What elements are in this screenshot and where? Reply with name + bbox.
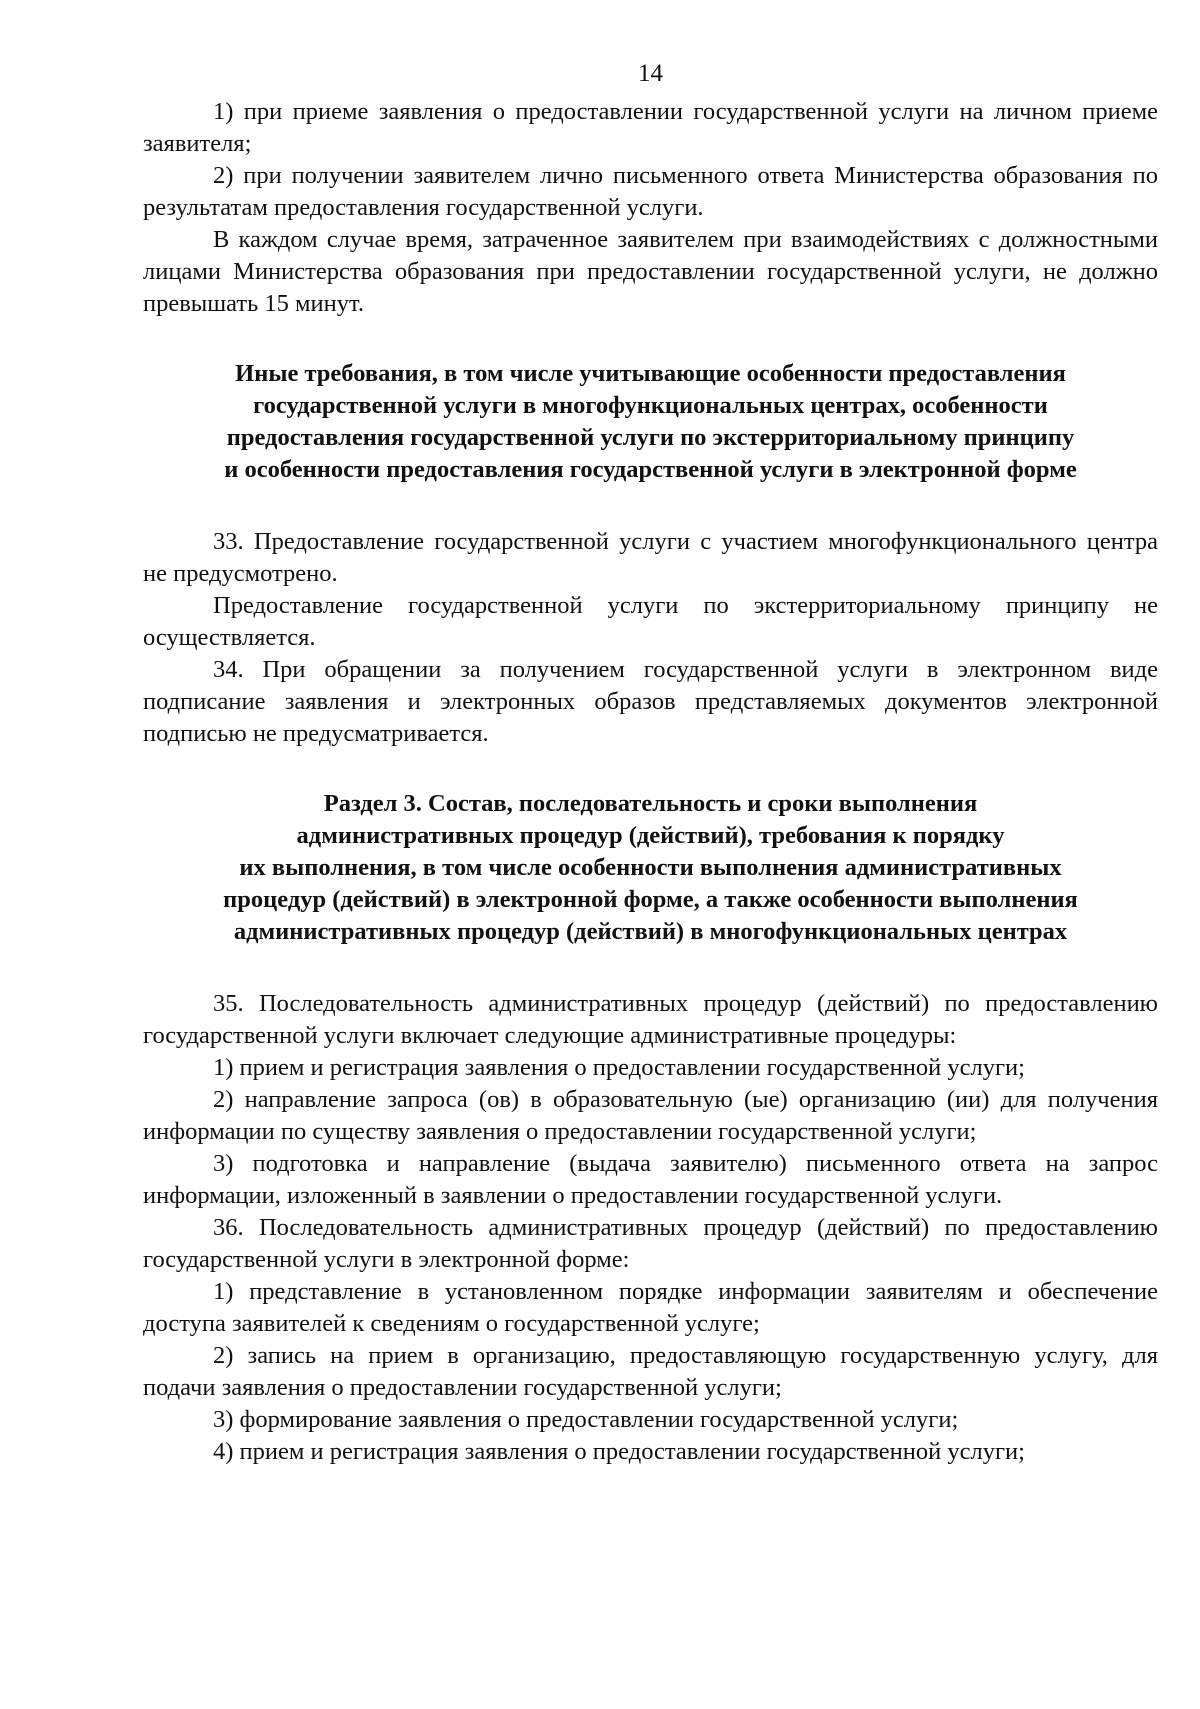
section-heading-part-3 <box>143 788 1158 948</box>
heading-line: их выполнения, в том числе особенности выполнения административных <box>239 854 1062 881</box>
heading-line: Раздел 3. Состав, последовательность и сроки выполнения <box>323 790 978 817</box>
document-page <box>143 58 1158 1468</box>
heading-line: административных процедур (действий) в многофункциональных центрах <box>233 918 1068 945</box>
paragraph-34: 34. При обращении за получением государственной услуги в электронном виде подписание заявления и электронных образов представляемых документов электронной подписью не предусматривается. <box>143 656 1158 747</box>
paragraph-35: 35. Последовательность административных процедур (действий) по предоставлению государственной услуги включает следующие административные процедуры: <box>143 990 1158 1049</box>
heading-line: процедур (действий) в электронной форме, а также особенности выполнения <box>223 886 1078 913</box>
paragraph-time-limit: В каждом случае время, затраченное заявителем при взаимодействиях с должностными лицами Министерства образования при предоставлении государственной услуги, не должно превышать 15 минут. <box>143 226 1158 317</box>
heading-line: Иные требования, в том числе учитывающие особенности предоставления <box>235 360 1066 387</box>
paragraph-36-item-1: 1) представление в установленном порядке информации заявителям и обеспечение доступа заявителей к сведениям о государственной услуге; <box>143 1278 1158 1337</box>
paragraph-item-1: 1) при приеме заявления о предоставлении государственной услуги на личном приеме заявителя; <box>143 98 1158 157</box>
paragraph-35-item-2: 2) направление запроса (ов) в образовательную (ые) организацию (ии) для получения информации по существу заявления о предоставлении государственной услуги; <box>143 1086 1158 1145</box>
heading-line: предоставления государственной услуги по экстерриториальному принципу <box>226 424 1075 451</box>
paragraph-36-item-4: 4) прием и регистрация заявления о предоставлении государственной услуги; <box>213 1438 1025 1465</box>
paragraph-35-item-3: 3) подготовка и направление (выдача заявителю) письменного ответа на запрос информации, изложенный в заявлении о предоставлении государственной услуги. <box>143 1150 1158 1209</box>
section-heading-other-requirements <box>143 358 1158 486</box>
heading-line: и особенности предоставления государственной услуги в электронной форме <box>224 456 1077 483</box>
paragraph-35-item-1: 1) прием и регистрация заявления о предоставлении государственной услуги; <box>213 1054 1025 1081</box>
paragraph-33: 33. Предоставление государственной услуги с участием многофункционального центра не предусмотрено. <box>143 528 1158 587</box>
heading-line: административных процедур (действий), требования к порядку <box>296 822 1005 849</box>
paragraph-extraterritorial: Предоставление государственной услуги по экстерриториальному принципу не осуществляется. <box>143 592 1158 651</box>
paragraph-36-item-2: 2) запись на прием в организацию, предоставляющую государственную услугу, для подачи заявления о предоставлении государственной услуги; <box>143 1342 1158 1401</box>
paragraph-item-2: 2) при получении заявителем лично письменного ответа Министерства образования по результатам предоставления государственной услуги. <box>143 162 1158 221</box>
paragraph-36-item-3: 3) формирование заявления о предоставлении государственной услуги; <box>213 1406 959 1433</box>
heading-line: государственной услуги в многофункциональных центрах, особенности <box>253 392 1048 419</box>
page-number: 14 <box>638 60 663 87</box>
paragraph-36: 36. Последовательность административных процедур (действий) по предоставлению государственной услуги в электронной форме: <box>143 1214 1158 1273</box>
